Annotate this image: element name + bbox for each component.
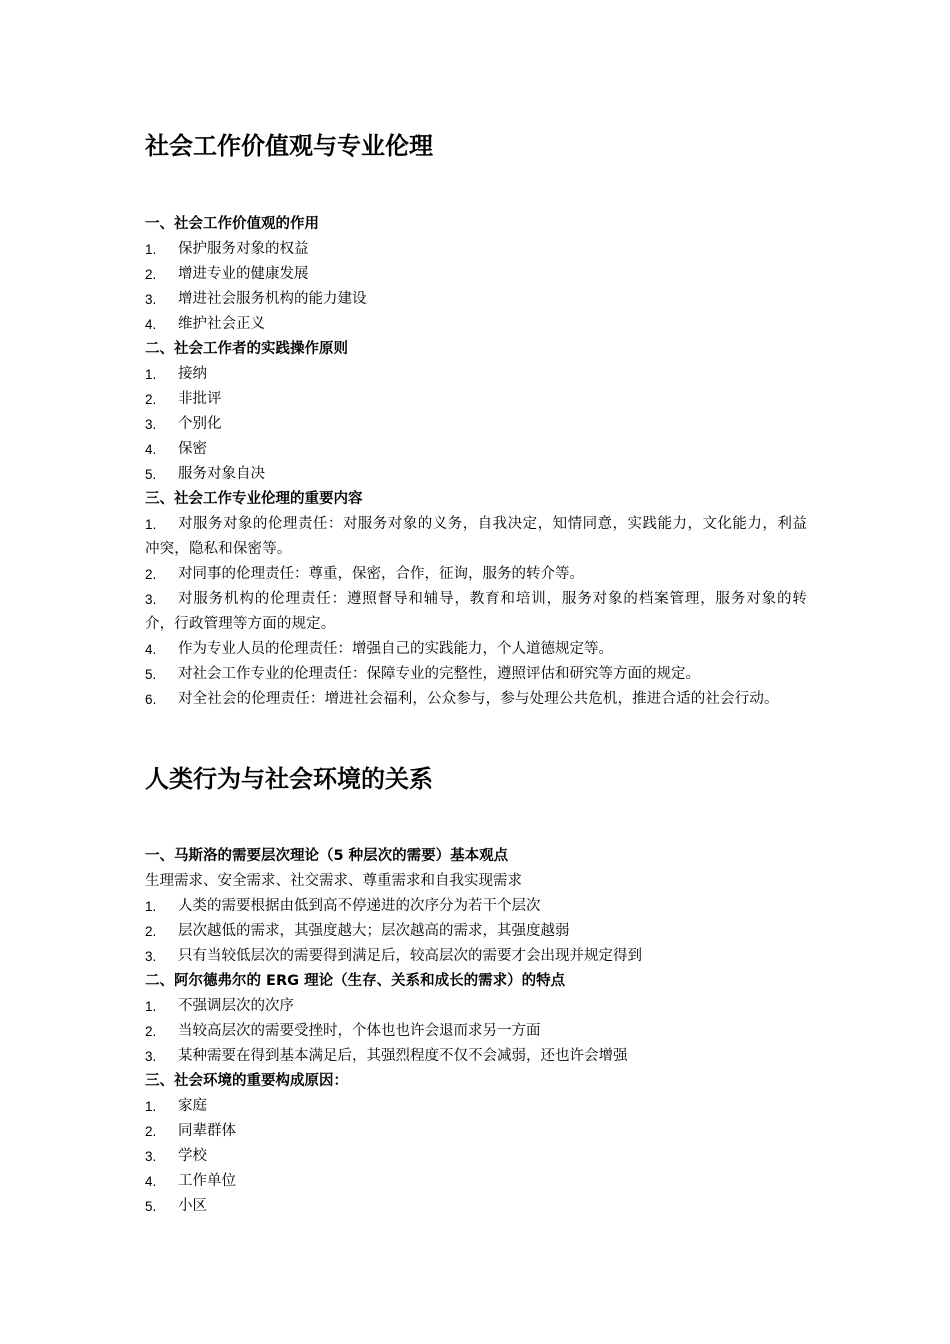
list-item (145, 312, 807, 337)
item-text: 非批评 (178, 391, 222, 407)
item-text: 人类的需要根据由低到高不停递进的次序分为若干个层次 (178, 898, 541, 914)
list-item (145, 662, 807, 687)
list-item (145, 944, 807, 969)
list-item (145, 1119, 807, 1144)
item-number: 1. (145, 242, 157, 257)
item-number: 4. (145, 442, 157, 457)
item-text: 保密 (178, 441, 207, 457)
item-text: 保护服务对象的权益 (178, 241, 309, 257)
item-number: 1. (145, 367, 157, 382)
section-2-body (145, 844, 807, 1219)
list-item (145, 262, 807, 287)
item-text: 不强调层次的次序 (178, 998, 294, 1014)
item-number: 2. (145, 924, 157, 939)
section-2-title-block (145, 763, 807, 795)
item-text: 作为专业人员的伦理责任：增强自己的实践能力，个人道德规定等。 (178, 641, 613, 657)
item-text: 当较高层次的需要受挫时，个体也也许会退而求另一方面 (178, 1023, 541, 1039)
item-text: 对全社会的伦理责任：增进社会福利，公众参与，参与处理公共危机，推进合适的社会行动。 (178, 691, 779, 707)
item-number: 6. (145, 692, 157, 707)
item-number: 4. (145, 1174, 157, 1189)
list-item (145, 412, 807, 437)
section-title: 人类行为与社会环境的关系 (145, 765, 433, 793)
list-item (145, 362, 807, 387)
list-item (145, 462, 807, 487)
item-number: 2. (145, 1124, 157, 1139)
section-1-body (145, 212, 807, 712)
group-heading: 一、马斯洛的需要层次理论（5 种层次的需要）基本观点 (145, 848, 509, 864)
item-text: 小区 (178, 1198, 207, 1214)
item-number: 4. (145, 642, 157, 657)
item-number: 3. (145, 417, 157, 432)
item-number: 3. (145, 1049, 157, 1064)
item-number: 2. (145, 267, 157, 282)
item-text: 只有当较低层次的需要得到满足后，较高层次的需要才会出现并规定得到 (178, 948, 642, 964)
section-1-title-block (145, 130, 807, 162)
item-number: 1. (145, 517, 157, 532)
item-number: 1. (145, 899, 157, 914)
section-title: 社会工作价值观与专业伦理 (145, 132, 433, 160)
item-number: 3. (145, 292, 157, 307)
item-text: 服务对象自决 (178, 466, 265, 482)
item-number: 1. (145, 999, 157, 1014)
list-item (145, 287, 807, 312)
list-item (145, 894, 807, 919)
list-item (145, 687, 807, 712)
item-number: 5. (145, 667, 157, 682)
list-item (145, 562, 807, 587)
group-heading: 二、社会工作者的实践操作原则 (145, 341, 348, 357)
item-text: 对同事的伦理责任：尊重，保密，合作，征询，服务的转介等。 (178, 566, 584, 582)
intro-text: 生理需求、安全需求、社交需求、尊重需求和自我实现需求 (145, 873, 522, 889)
item-text: 工作单位 (178, 1173, 236, 1189)
item-number: 2. (145, 1024, 157, 1039)
item-number: 2. (145, 567, 157, 582)
group-heading: 二、阿尔德弗尔的 ERG 理论（生存、关系和成长的需求）的特点 (145, 973, 566, 989)
item-number: 5. (145, 1199, 157, 1214)
item-text: 对服务机构的伦理责任：遵照督导和辅导，教育和培训，服务对象的档案管理，服务对象的转介，行政管理等方面的规定。 (145, 591, 807, 632)
item-text: 层次越低的需求，其强度越大；层次越高的需求，其强度越弱 (178, 923, 570, 939)
item-text: 维护社会正义 (178, 316, 265, 332)
item-number: 3. (145, 592, 157, 607)
item-number: 1. (145, 1099, 157, 1114)
list-item (145, 587, 807, 637)
list-item (145, 994, 807, 1019)
list-item (145, 437, 807, 462)
list-item (145, 1144, 807, 1169)
list-item (145, 1094, 807, 1119)
item-number: 4. (145, 317, 157, 332)
list-item (145, 1194, 807, 1219)
list-item (145, 1169, 807, 1194)
group-heading: 三、社会工作专业伦理的重要内容 (145, 491, 363, 507)
item-text: 增进社会服务机构的能力建设 (178, 291, 367, 307)
group-heading: 一、社会工作价值观的作用 (145, 216, 319, 232)
item-text: 某种需要在得到基本满足后，其强烈程度不仅不会减弱，还也许会增强 (178, 1048, 628, 1064)
item-number: 3. (145, 949, 157, 964)
item-text: 学校 (178, 1148, 207, 1164)
item-number: 3. (145, 1149, 157, 1164)
item-number: 2. (145, 392, 157, 407)
group-heading: 三、社会环境的重要构成原因： (145, 1073, 348, 1089)
list-item (145, 1019, 807, 1044)
list-item (145, 637, 807, 662)
list-item (145, 237, 807, 262)
item-text: 对服务对象的伦理责任：对服务对象的义务，自我决定，知情同意，实践能力，文化能力，利益冲突，隐私和保密等。 (145, 516, 807, 557)
item-text: 接纳 (178, 366, 207, 382)
item-text: 家庭 (178, 1098, 207, 1114)
list-item (145, 387, 807, 412)
list-item (145, 919, 807, 944)
list-item (145, 512, 807, 562)
list-item (145, 1044, 807, 1069)
item-text: 同辈群体 (178, 1123, 236, 1139)
item-text: 增进专业的健康发展 (178, 266, 309, 282)
item-number: 5. (145, 467, 157, 482)
item-text: 对社会工作专业的伦理责任：保障专业的完整性，遵照评估和研究等方面的规定。 (178, 666, 700, 682)
item-text: 个别化 (178, 416, 222, 432)
